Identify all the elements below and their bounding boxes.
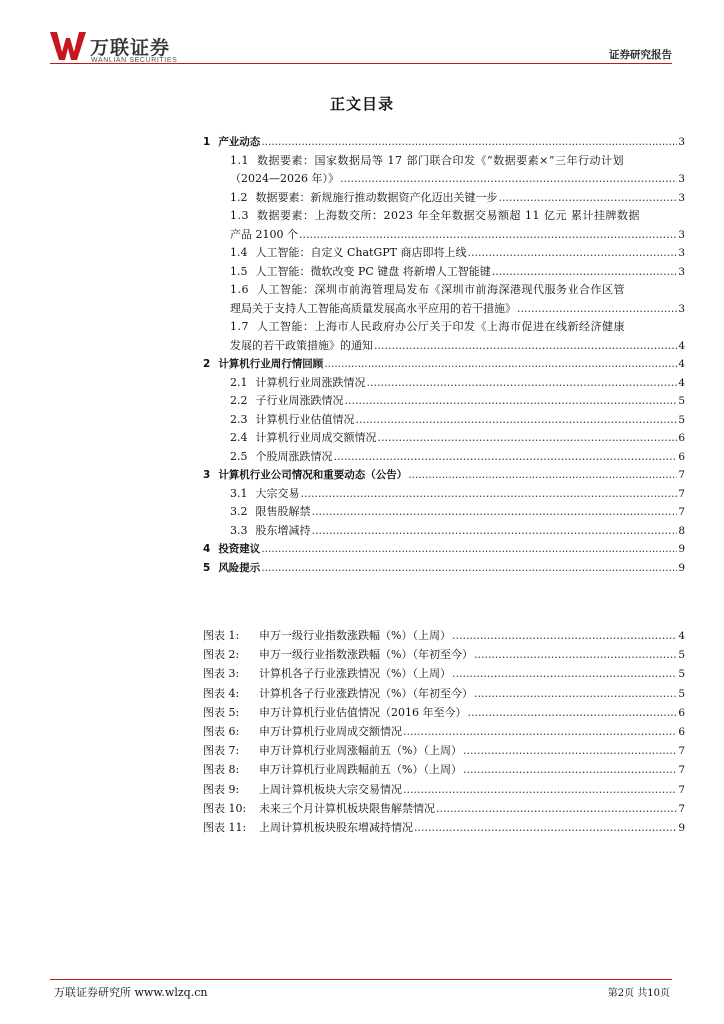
toc-leader-dots bbox=[340, 170, 677, 189]
toc-leader-dots bbox=[378, 429, 678, 448]
figure-entry[interactable] bbox=[203, 780, 685, 799]
toc-subsection-continued[interactable] bbox=[203, 337, 685, 356]
figure-leader-dots bbox=[452, 626, 677, 645]
figure-label: 图表 7: bbox=[203, 744, 240, 758]
toc-subsection[interactable] bbox=[203, 448, 685, 467]
figure-leader-dots bbox=[452, 664, 677, 683]
toc-entry-number: 4 bbox=[203, 543, 211, 555]
toc-entry-number: 2.3 bbox=[230, 412, 248, 426]
toc-entry-title: 个股周涨跌情况 bbox=[255, 449, 333, 463]
toc-entry-title: 风险提示 bbox=[218, 561, 261, 574]
figure-entry[interactable] bbox=[203, 722, 685, 741]
toc-entry-number: 2.1 bbox=[230, 375, 248, 389]
figure-entry[interactable] bbox=[203, 626, 685, 645]
figure-page-number: 7 bbox=[678, 783, 685, 796]
toc-entry-title: 计算机行业周行情回顾 bbox=[218, 358, 324, 370]
toc-entry-number: 3.3 bbox=[230, 523, 248, 537]
figure-leader-dots bbox=[474, 645, 677, 664]
figure-label: 图表 9: bbox=[203, 782, 240, 796]
toc-entry-number: 2.2 bbox=[230, 394, 248, 407]
toc-entry-number: 1.6 bbox=[230, 283, 249, 296]
toc-subsection[interactable] bbox=[203, 392, 685, 411]
toc-entry-title: 投资建议 bbox=[218, 543, 261, 555]
toc-entry-title: 计算机行业估值情况 bbox=[255, 412, 355, 426]
toc-subsection-continued[interactable] bbox=[203, 170, 685, 189]
figure-entry[interactable] bbox=[203, 703, 685, 722]
figure-label: 图表 10: bbox=[203, 801, 247, 815]
toc-leader-dots bbox=[408, 466, 677, 485]
toc-leader-dots bbox=[261, 540, 677, 559]
toc-page-number: 4 bbox=[678, 358, 685, 370]
figure-page-number: 7 bbox=[678, 802, 685, 815]
toc-page-number: 5 bbox=[678, 395, 685, 407]
toc-leader-dots bbox=[312, 503, 678, 522]
figure-page-number: 6 bbox=[678, 706, 685, 719]
toc-leader-dots bbox=[468, 244, 678, 263]
figure-title: 申万一级行业指数涨跌幅（%）（上周） bbox=[259, 629, 451, 642]
toc-entry-number: 3 bbox=[203, 469, 211, 481]
toc-subsection[interactable] bbox=[203, 207, 685, 226]
toc-entry-number: 1.2 bbox=[230, 190, 248, 204]
toc-subsection[interactable] bbox=[203, 522, 685, 541]
figure-entry[interactable] bbox=[203, 799, 685, 818]
toc-subsection[interactable] bbox=[203, 318, 685, 337]
toc-subsection[interactable] bbox=[203, 374, 685, 393]
figure-entry[interactable] bbox=[203, 760, 685, 779]
figure-label: 图表 1: bbox=[203, 629, 240, 642]
toc-leader-dots bbox=[345, 392, 678, 411]
toc-page-number: 3 bbox=[678, 302, 685, 315]
figure-title: 计算机各子行业涨跌情况（%）（上周） bbox=[259, 667, 451, 681]
toc-page-number: 9 bbox=[678, 561, 685, 574]
toc-entry-title: 子行业周涨跌情况 bbox=[255, 394, 344, 407]
toc-entry-title: 计算机行业公司情况和重要动态（公告） bbox=[218, 469, 408, 481]
figure-page-number: 6 bbox=[678, 725, 685, 738]
figure-page-number: 5 bbox=[678, 668, 685, 681]
toc-entry-title-continued: 理局关于支持人工智能高质量发展高水平应用的若干措施》 bbox=[230, 301, 516, 315]
toc-page-number: 6 bbox=[678, 432, 685, 444]
toc-entry-number: 2 bbox=[203, 358, 211, 370]
figure-leader-dots bbox=[468, 703, 678, 722]
figure-entry[interactable] bbox=[203, 664, 685, 683]
toc-entry-number: 3.1 bbox=[230, 486, 248, 500]
figure-page-number: 7 bbox=[678, 764, 685, 777]
toc-subsection[interactable] bbox=[203, 429, 685, 448]
toc-entry-title-continued: 产品 2100 个 bbox=[230, 227, 298, 241]
toc-leader-dots bbox=[301, 485, 678, 504]
toc-entry-number: 1.7 bbox=[230, 320, 249, 333]
figure-label: 图表 6: bbox=[203, 724, 240, 738]
figure-leader-dots bbox=[474, 684, 677, 703]
figure-page-number: 4 bbox=[678, 630, 685, 642]
toc-entry-number: 3.2 bbox=[230, 505, 248, 518]
figure-title: 上周计算机板块股东增减持情况 bbox=[259, 820, 413, 834]
toc-entry-title: 计算机行业周成交额情况 bbox=[255, 431, 377, 444]
figure-title: 上周计算机板块大宗交易情况 bbox=[259, 782, 402, 796]
wanlian-logo-icon bbox=[50, 30, 86, 62]
toc-entry-title: 大宗交易 bbox=[255, 486, 300, 500]
toc-page-number: 7 bbox=[678, 469, 685, 481]
toc-leader-dots bbox=[261, 133, 677, 152]
toc-section[interactable] bbox=[203, 540, 685, 559]
toc-leader-dots bbox=[492, 263, 677, 282]
toc-entry-title: 人工智能：微软改变 PC 键盘 将新增人工智能键 bbox=[255, 264, 491, 278]
figure-label: 图表 8: bbox=[203, 763, 240, 777]
toc-leader-dots bbox=[299, 226, 677, 245]
figure-leader-dots bbox=[414, 818, 677, 837]
toc-entry-number: 1.1 bbox=[230, 153, 249, 167]
toc-entry-number: 1 bbox=[203, 136, 211, 148]
figure-title: 申万计算机行业周涨幅前五（%）（上周） bbox=[259, 744, 462, 758]
toc-entry-title: 限售股解禁 bbox=[255, 505, 311, 518]
report-type-label: 证券研究报告 bbox=[609, 49, 672, 61]
toc-leader-dots bbox=[334, 448, 678, 467]
toc-leader-dots bbox=[312, 522, 678, 541]
toc-page-number: 5 bbox=[678, 413, 685, 426]
toc-page-number: 6 bbox=[678, 450, 685, 463]
toc-leader-dots bbox=[367, 374, 678, 393]
toc-leader-dots bbox=[356, 411, 678, 430]
toc-entry-title-continued: （2024—2026 年）》 bbox=[230, 172, 339, 185]
toc-section[interactable] bbox=[203, 355, 685, 374]
toc-entry-title: 产业动态 bbox=[218, 136, 261, 148]
toc-entry-number: 5 bbox=[203, 561, 211, 574]
toc-section[interactable] bbox=[203, 133, 685, 152]
figure-page-number: 5 bbox=[678, 649, 685, 662]
toc-entry-title: 数据要素：新规施行推动数据资产化迈出关键一步 bbox=[255, 190, 498, 204]
figure-leader-dots bbox=[403, 722, 677, 741]
toc-entry-title: 数据要素：上海数交所：2023 年全年数据交易额超 11 亿元 累计挂牌数据 bbox=[257, 209, 640, 222]
toc-subsection[interactable] bbox=[203, 411, 685, 430]
toc-page-number: 3 bbox=[678, 247, 685, 259]
toc-entry-title: 计算机行业周涨跌情况 bbox=[255, 375, 366, 389]
figure-label: 图表 2: bbox=[203, 648, 240, 662]
figure-leader-dots bbox=[436, 799, 677, 818]
toc-page-number: 7 bbox=[678, 506, 685, 518]
figure-title: 申万计算机行业估值情况（2016 年至今） bbox=[259, 705, 467, 719]
toc-leader-dots bbox=[517, 300, 677, 319]
footer-page-number: 第2页 共10页 bbox=[607, 988, 670, 999]
toc-leader-dots bbox=[324, 355, 677, 374]
footer-divider bbox=[50, 979, 672, 980]
toc-leader-dots bbox=[499, 189, 678, 208]
toc-page-number: 9 bbox=[678, 543, 685, 555]
toc-entry-title: 人工智能：上海市人民政府办公厅关于印发《上海市促进在线新经济健康 bbox=[257, 320, 625, 333]
figure-leader-dots bbox=[403, 780, 677, 799]
figure-title: 未来三个月计算机板块限售解禁情况 bbox=[259, 801, 435, 815]
figure-page-number: 7 bbox=[678, 745, 685, 758]
toc-page-number: 3 bbox=[678, 173, 685, 185]
toc-entry-number: 2.4 bbox=[230, 431, 248, 444]
toc-subsection[interactable] bbox=[203, 189, 685, 208]
header-divider bbox=[50, 63, 672, 64]
figure-label: 图表 3: bbox=[203, 667, 240, 681]
figure-page-number: 5 bbox=[678, 687, 685, 700]
toc-entry-number: 1.5 bbox=[230, 264, 248, 278]
toc-page-number: 4 bbox=[678, 376, 685, 389]
toc-leader-dots bbox=[374, 337, 677, 356]
toc-entry-number: 2.5 bbox=[230, 449, 248, 463]
figure-entry[interactable] bbox=[203, 684, 685, 703]
figure-entry[interactable] bbox=[203, 818, 685, 837]
toc-subsection[interactable] bbox=[203, 281, 685, 300]
toc-subsection[interactable] bbox=[203, 244, 685, 263]
logo-chinese-name: 万联证券 bbox=[90, 37, 171, 59]
toc-page-number: 4 bbox=[678, 339, 685, 352]
toc-page-number: 3 bbox=[678, 136, 685, 148]
toc-page-number: 8 bbox=[678, 524, 685, 537]
toc-section[interactable] bbox=[203, 559, 685, 578]
figure-leader-dots bbox=[463, 760, 677, 779]
figure-title: 申万一级行业指数涨跌幅（%）（年初至今） bbox=[259, 648, 473, 662]
toc-subsection[interactable] bbox=[203, 152, 685, 171]
toc-subsection[interactable] bbox=[203, 485, 685, 504]
figure-entry[interactable] bbox=[203, 741, 685, 760]
page-header bbox=[0, 0, 724, 72]
logo-english-name: WANLIAN SECURITIES bbox=[91, 57, 178, 64]
figure-title: 计算机各子行业涨跌情况（%）（年初至今） bbox=[259, 686, 473, 700]
toc-entry-title: 数据要素：国家数据局等 17 部门联合印发《“数据要素×”三年行动计划 bbox=[257, 153, 624, 167]
toc-subsection[interactable] bbox=[203, 263, 685, 282]
toc-entry-number: 1.4 bbox=[230, 246, 248, 259]
figure-list bbox=[203, 626, 685, 837]
figure-page-number: 9 bbox=[678, 821, 685, 834]
figure-title: 申万计算机行业周成交额情况 bbox=[259, 724, 402, 738]
table-of-contents bbox=[203, 133, 685, 577]
toc-subsection[interactable] bbox=[203, 503, 685, 522]
page-title: 正文目录 bbox=[329, 95, 394, 113]
figure-entry[interactable] bbox=[203, 645, 685, 664]
toc-page-number: 7 bbox=[678, 487, 685, 500]
toc-entry-number: 1.3 bbox=[230, 209, 249, 222]
figure-leader-dots bbox=[463, 741, 677, 760]
toc-subsection-continued[interactable] bbox=[203, 226, 685, 245]
toc-subsection-continued[interactable] bbox=[203, 300, 685, 319]
figure-label: 图表 4: bbox=[203, 686, 240, 700]
toc-entry-title: 人工智能：自定义 ChatGPT 商店即将上线 bbox=[255, 246, 467, 259]
toc-entry-title-continued: 发展的若干政策措施》的通知 bbox=[230, 338, 373, 352]
footer-source: 万联证券研究所 www.wlzq.cn bbox=[54, 986, 208, 999]
figure-label: 图表 5: bbox=[203, 705, 240, 719]
toc-page-number: 3 bbox=[678, 191, 685, 204]
figure-label: 图表 11: bbox=[203, 820, 247, 834]
toc-page-number: 3 bbox=[678, 265, 685, 278]
toc-entry-title: 股东增减持 bbox=[255, 523, 311, 537]
toc-section[interactable] bbox=[203, 466, 685, 485]
toc-page-number: 3 bbox=[678, 228, 685, 241]
toc-leader-dots bbox=[261, 559, 677, 578]
toc-entry-title: 人工智能：深圳市前海管理局发布《深圳市前海深港现代服务业合作区管 bbox=[257, 283, 625, 296]
figure-title: 申万计算机行业周跌幅前五（%）（上周） bbox=[259, 763, 462, 777]
